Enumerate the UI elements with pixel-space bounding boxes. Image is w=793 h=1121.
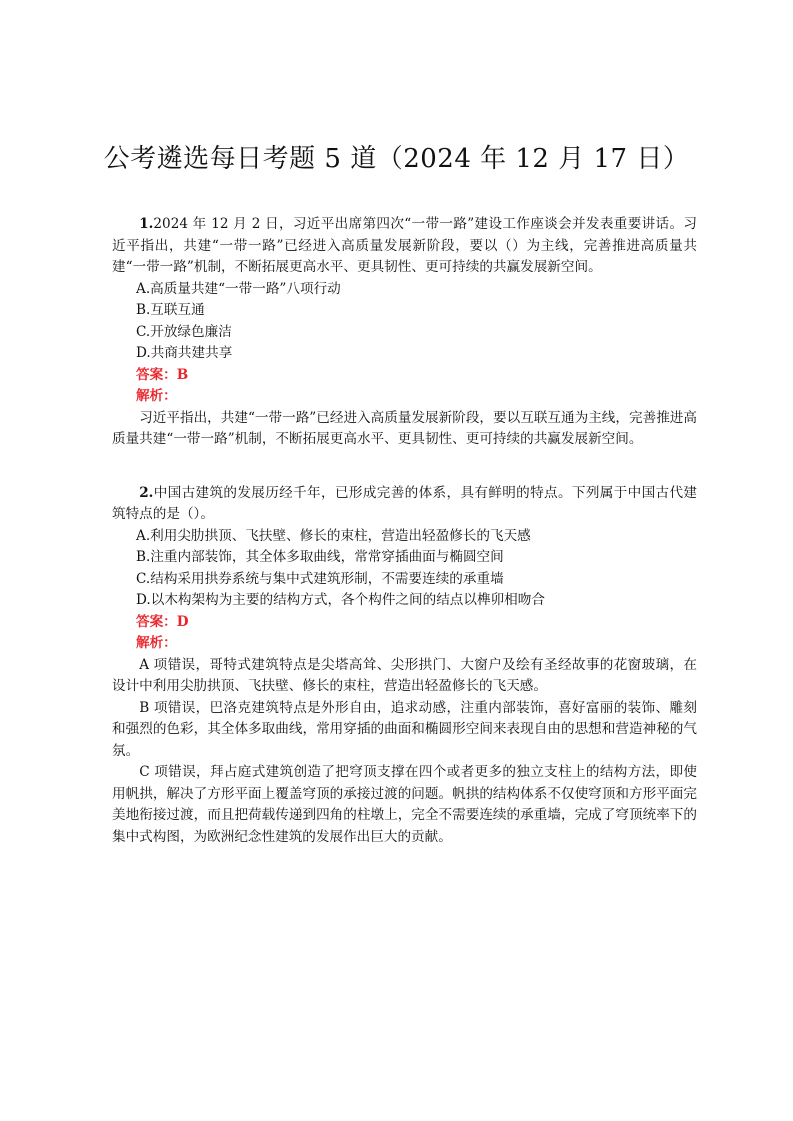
question-spacer <box>112 451 697 473</box>
option-b: B.注重内部装饰，其全体多取曲线，常常穿插曲面与椭圆空间 <box>136 549 504 565</box>
analysis-text-b: B 项错误，巴洛克建筑特点是外形自由，追求动感，注重内部装饰，喜好富丽的装饰、雕刻和强烈的色彩，其全体多取曲线，常用穿插的曲面和椭圆形空间来表现自由的思想和营造神秘的气氛。 <box>112 699 697 759</box>
question-1 <box>112 214 697 451</box>
answer-label: 答案：D <box>136 613 189 630</box>
answer-label: 答案：B <box>136 366 189 383</box>
document-body <box>112 214 697 848</box>
analysis-text-c: C 项错误，拜占庭式建筑创造了把穹顶支撑在四个或者更多的独立支柱上的结构方法，即使用帆拱，解决了方形平面上覆盖穹顶的承接过渡的问题。帆拱的结构体系不仅使穹顶和方形平面完美地衔接过渡，而且把荷载传递到四角的柱墩上，完全不需要连续的承重墙，完成了穹顶统率下的集中式构图，为欧洲纪念性建筑的发展作出巨大的贡献。 <box>112 764 697 845</box>
question-number: 2. <box>139 484 154 501</box>
analysis-text-a: A 项错误，哥特式建筑特点是尖塔高耸、尖形拱门、大窗户及绘有圣经故事的花窗玻璃，在设计中利用尖肋拱顶、飞扶壁、修长的束柱，营造出轻盈修长的飞天感。 <box>112 656 697 694</box>
option-c: C.开放绿色廉洁 <box>136 323 232 340</box>
question-number: 1. <box>139 216 154 232</box>
option-c: C.结构采用拱券系统与集中式建筑形制，不需要连续的承重墙 <box>136 570 504 587</box>
option-b: B.互联互通 <box>136 302 205 318</box>
question-spacer <box>112 473 697 483</box>
question-text: 2024 年 12 月 2 日，习近平出席第四次“一带一路”建设工作座谈会并发表重要讲话。习近平指出，共建“一带一路”已经进入高质量发展新阶段，要以（）为主线，完善推进高质量共建“一带一路”机制，不断拓展更高水平、更具韧性、更可持续的共赢发展新空间。 <box>112 216 697 275</box>
question-stem <box>112 483 697 526</box>
analysis-label: 解析： <box>136 635 177 651</box>
question-stem <box>112 214 697 279</box>
analysis-text: 习近平指出，共建“一带一路”已经进入高质量发展新阶段，要以互联互通为主线，完善推进高质量共建“一带一路”机制，不断拓展更高水平、更具韧性、更可持续的共赢发展新空间。 <box>112 409 697 447</box>
option-a: A.利用尖肋拱顶、飞扶壁、修长的束柱，营造出轻盈修长的飞天感 <box>136 527 531 544</box>
option-d: D.以木构架构为主要的结构方式，各个构件之间的结点以榫卯相吻合 <box>136 592 545 608</box>
question-2 <box>112 483 697 849</box>
question-text: 中国古建筑的发展历经千年，已形成完善的体系，具有鲜明的特点。下列属于中国古代建筑特点的是（）。 <box>112 484 697 522</box>
document-title: 公考遴选每日考题 5 道（2024 年 12 月 17 日） <box>103 144 690 174</box>
option-d: D.共商共建共享 <box>136 345 233 361</box>
option-a: A.高质量共建“一带一路”八项行动 <box>136 280 341 297</box>
analysis-label: 解析： <box>136 388 177 404</box>
